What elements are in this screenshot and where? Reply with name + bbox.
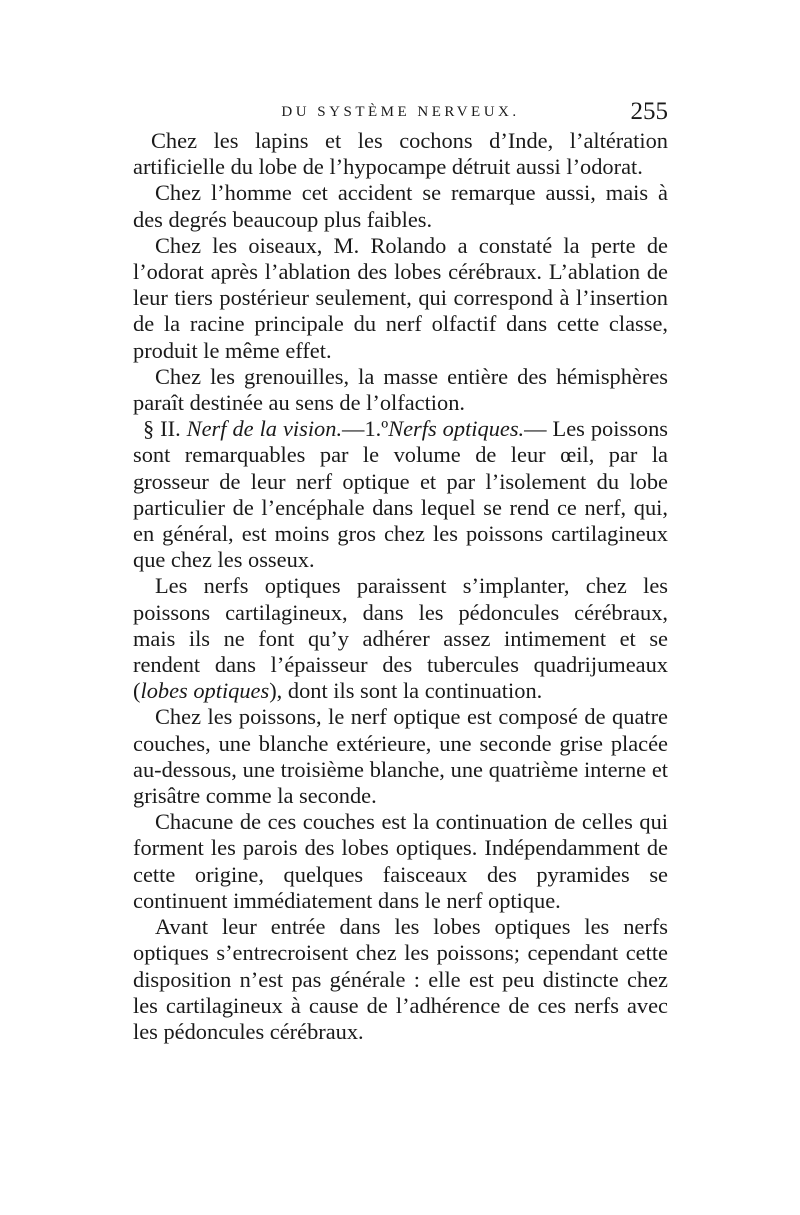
paragraph-3: Chez les oiseaux, M. Rolando a constaté la perte de l’odorat après l’ablation des lobes cérébraux. L’ablation de leur tiers postérieur seulement, qui correspond à l’insertion de la racine principale du nerf olfactif dans cette classe, produit le même effet.: [133, 232, 668, 363]
running-head: [133, 98, 668, 126]
paragraph-6-text-after: ), dont ils sont la continuation.: [269, 678, 543, 704]
paragraph-5-section: [133, 416, 668, 573]
paragraph-9: Avant leur entrée dans les lobes optiques les nerfs optiques s’entrecroisent chez les poissons; cependant cette disposition n’est pas générale : elle est peu distincte chez les cartilagineux à cause de l’adhérence de ces nerfs avec les pédoncules cérébraux.: [133, 914, 668, 1044]
page-number: 255: [630, 98, 668, 125]
section-title: Nerf de la vision.: [186, 416, 343, 442]
paragraph-8: Chacune de ces couches est la continuation de celles qui forment les parois des lobes optiques. Indépendamment de cette origine, quelques faisceaux des pyramides se continuent immédiatement dans le nerf optique.: [133, 809, 668, 913]
section-mark: § II.: [143, 416, 181, 442]
paragraph-6: [133, 573, 668, 704]
paragraph-5-text: — Les poissons sont remarquables par le volume de leur œil, par la grosseur de leur nerf optique et par l’isolement du lobe particulier de l’encéphale dans lequel se rend ce nerf, qui, en général, est moins gros chez les poissons cartilagineux que chez les osseux.: [133, 416, 668, 573]
subsection-mark: —1.º: [342, 416, 389, 442]
paragraph-6-italic: lobes optiques: [140, 678, 270, 704]
paragraph-7: Chez les poissons, le nerf optique est composé de quatre couches, une blanche extérieure, une seconde grise placée au-dessous, une troisième blanche, une quatrième interne et grisâtre comme la seconde.: [133, 704, 668, 809]
running-title: DU SYSTÈME NERVEUX.: [281, 104, 520, 120]
paragraph-1: Chez les lapins et les cochons d’Inde, l’altération artificielle du lobe de l’hypocampe détruit aussi l’odorat.: [133, 128, 668, 180]
body-text: [133, 128, 668, 1045]
paragraph-4: Chez les grenouilles, la masse entière des hémisphères paraît destinée au sens de l’olfaction.: [133, 363, 668, 416]
paragraph-2: Chez l’homme cet accident se remarque aussi, mais à des degrés beaucoup plus faibles.: [133, 180, 668, 232]
subsection-title: Nerfs optiques.: [388, 416, 525, 442]
paragraph-6-text: Les nerfs optiques paraissent s’implanter, chez les poissons cartilagineux, dans les pédoncules cérébraux, mais ils ne font qu’y adhérer assez intimement et se rendent dans l’épaisseur des tubercules quadrijumeaux (: [133, 573, 668, 704]
